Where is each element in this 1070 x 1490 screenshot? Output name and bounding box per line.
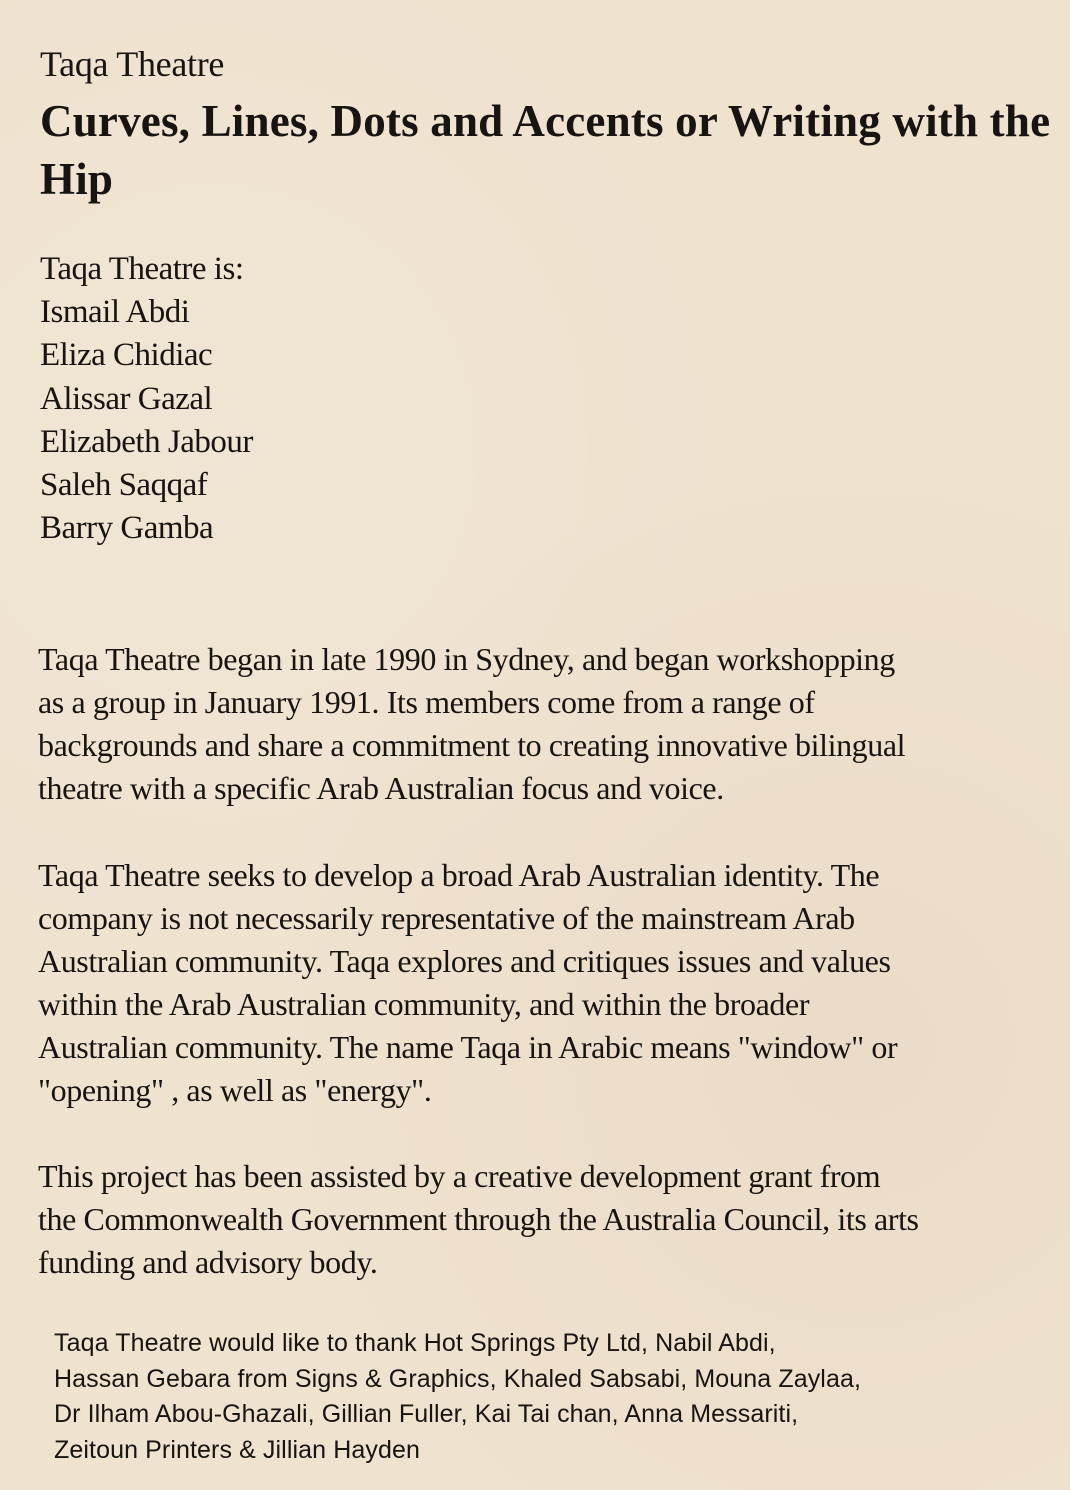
member-name: Saleh Saqqaf <box>40 467 208 504</box>
text-line: Australian community. Taqa explores and critiques issues and values <box>38 943 891 979</box>
thanks-line: Dr Ilham Abou-Ghazali, Gillian Fuller, Kai Tai chan, Anna Messariti, <box>54 1400 799 1428</box>
text-line: as a group in January 1991. Its members come from a range of <box>38 684 815 720</box>
text-line: the Commonwealth Government through the Australia Council, its arts <box>38 1201 919 1237</box>
members-intro: Taqa Theatre is: <box>40 251 244 287</box>
company-name: Taqa Theatre <box>40 44 225 84</box>
thanks-line: Hassan Gebara from Signs & Graphics, Khaled Sabsabi, Mouna Zaylaa, <box>54 1364 862 1393</box>
text-line: theatre with a specific Arab Australian focus and voice. <box>38 770 724 806</box>
member-name: Ismail Abdi <box>40 294 190 331</box>
text-line: Taqa Theatre began in late 1990 in Sydney, and began workshopping <box>38 641 895 677</box>
paragraph-identity <box>38 854 1068 1112</box>
production-title: Curves, Lines, Dots and Accents or Writing with the Hip <box>40 96 1051 204</box>
text-line: Australian community. The name Taqa in Arabic means "window" or <box>38 1029 898 1065</box>
paragraph-funding <box>38 1155 1068 1284</box>
text-line: company is not necessarily representative of the mainstream Arab <box>38 900 855 936</box>
text-line: This project has been assisted by a creative development grant from <box>38 1158 881 1194</box>
thanks-line: Taqa Theatre would like to thank Hot Springs Pty Ltd, Nabil Abdi, <box>54 1329 776 1357</box>
text-line: Taqa Theatre seeks to develop a broad Arab Australian identity. The <box>38 857 880 893</box>
text-line: funding and advisory body. <box>38 1244 378 1280</box>
members-list <box>40 248 253 550</box>
acknowledgements <box>54 1326 1054 1468</box>
member-name: Eliza Chidiac <box>40 337 213 374</box>
text-line: within the Arab Australian community, and within the broader <box>38 986 810 1022</box>
paragraph-history <box>38 638 1068 810</box>
member-name: Elizabeth Jabour <box>40 423 253 460</box>
member-name: Barry Gamba <box>40 510 214 547</box>
text-line: "opening" , as well as "energy". <box>38 1072 432 1108</box>
text-line: backgrounds and share a commitment to creating innovative bilingual <box>38 727 906 763</box>
member-name: Alissar Gazal <box>40 380 213 417</box>
thanks-line: Zeitoun Printers & Jillian Hayden <box>54 1435 420 1464</box>
